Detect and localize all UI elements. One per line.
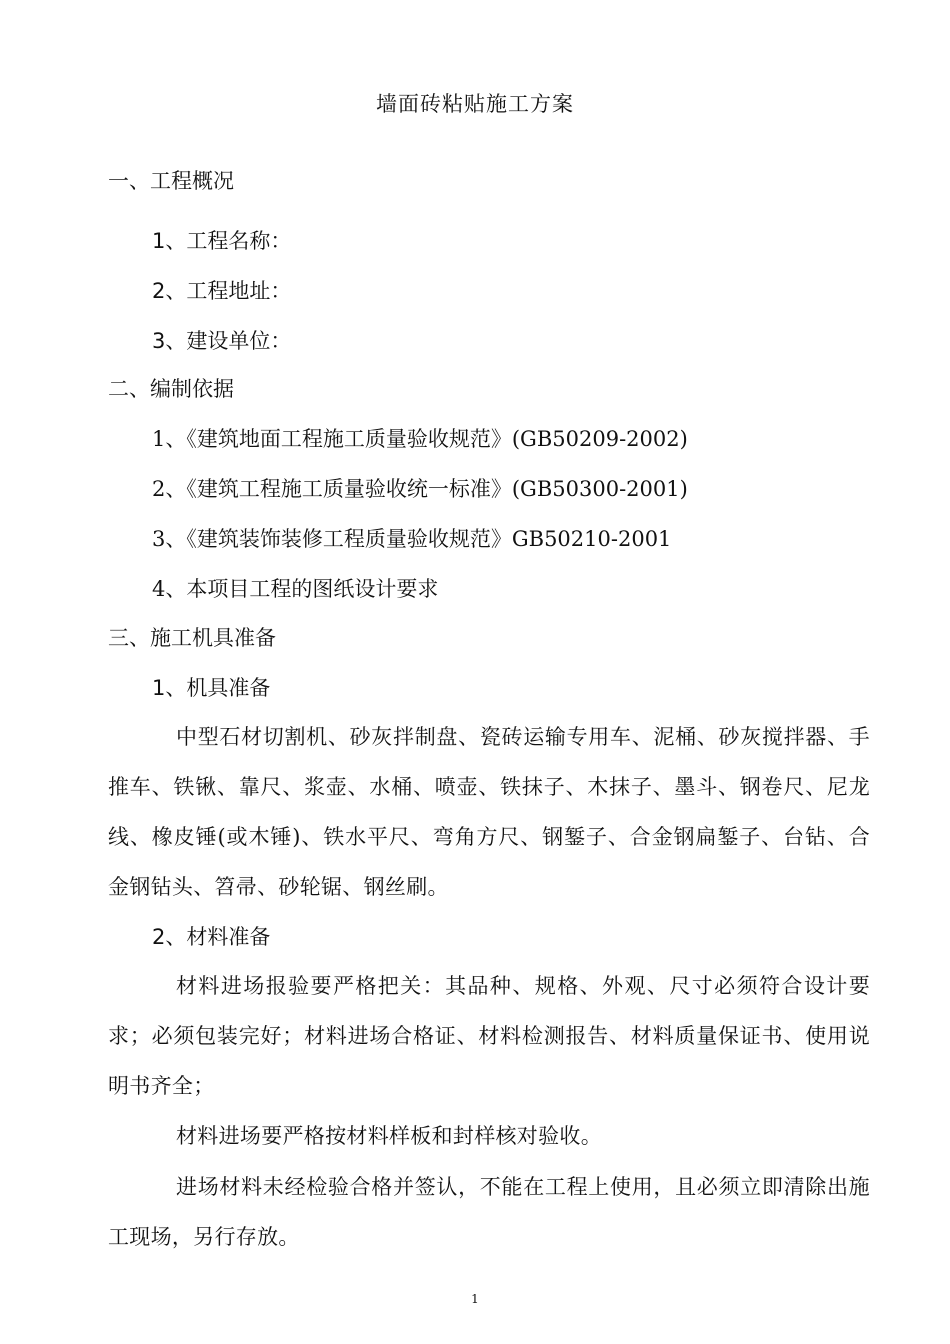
section-heading-basis: 二、编制依据 <box>108 377 234 401</box>
subheading-materials: 2、材料准备 <box>152 925 271 949</box>
page-number: 1 <box>471 1292 479 1306</box>
basis-item-1: 1、《建筑地面工程施工质量验收规范》(GB50209-2002) <box>152 427 688 451</box>
item-project-name: 1、工程名称： <box>152 229 292 253</box>
basis-item-3: 3、《建筑装饰装修工程质量验收规范》GB50210-2001 <box>152 527 672 551</box>
machinery-list-paragraph: 中型石材切割机、砂灰拌制盘、瓷砖运输专用车、泥桶、砂灰搅拌器、手推车、铁锹、靠尺、浆壶、水桶、喷壶、铁抹子、木抹子、墨斗、钢卷尺、尼龙线、橡皮锤(或木锤)、铁水平尺、弯角方尺、钢錾子、合金钢扁錾子、台钻、合金钢钻头、笤帚、砂轮锯、钢丝刷。 <box>108 725 870 899</box>
item-construction-unit: 3、建设单位： <box>152 329 292 353</box>
basis-item-4: 4、本项目工程的图纸设计要求 <box>152 577 439 601</box>
materials-paragraph-3: 进场材料未经检验合格并签认，不能在工程上使用，且必须立即清除出施工现场，另行存放。 <box>108 1175 870 1249</box>
document-title: 墙面砖粘贴施工方案 <box>376 92 574 116</box>
basis-item-2: 2、《建筑工程施工质量验收统一标准》(GB50300-2001) <box>152 477 688 501</box>
item-project-address: 2、工程地址： <box>152 279 292 303</box>
materials-paragraph-1: 材料进场报验要严格把关：其品种、规格、外观、尺寸必须符合设计要求；必须包装完好；材料进场合格证、材料检测报告、材料质量保证书、使用说明书齐全； <box>108 974 870 1098</box>
materials-paragraph-2: 材料进场要严格按材料样板和封样核对验收。 <box>176 1124 602 1148</box>
section-heading-overview: 一、工程概况 <box>108 169 234 193</box>
section-heading-equipment: 三、施工机具准备 <box>108 626 276 650</box>
subheading-machinery: 1、机具准备 <box>152 676 271 700</box>
